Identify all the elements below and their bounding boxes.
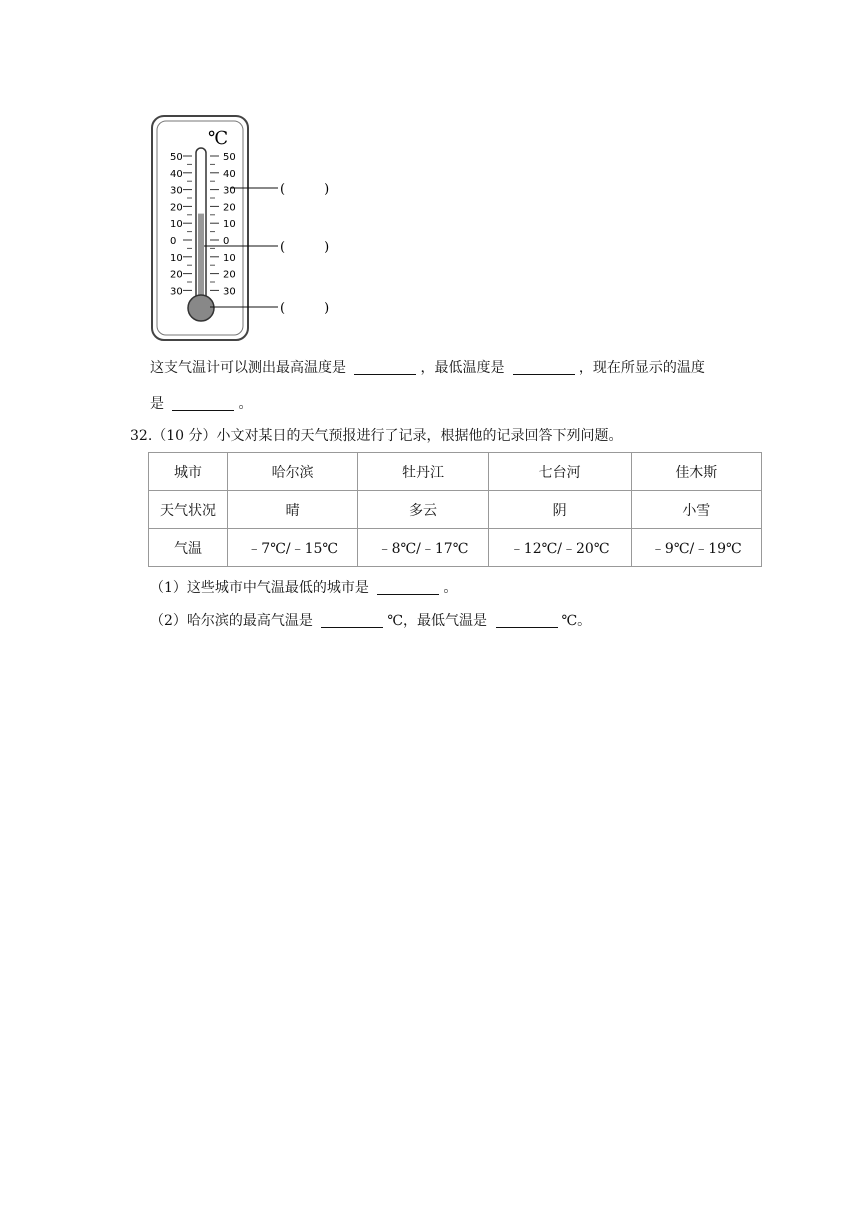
scale-label: 40 bbox=[170, 168, 183, 180]
scale-label: 20 bbox=[223, 269, 236, 281]
scale-label: 50 bbox=[170, 152, 183, 163]
table-cell: 天气状况 bbox=[149, 491, 228, 529]
table-cell: 牡丹江 bbox=[358, 453, 488, 491]
answer-blank-harbin-low[interactable] bbox=[496, 613, 558, 628]
q32-sub2-end: ℃。 bbox=[561, 613, 592, 629]
table-cell: 七台河 bbox=[488, 453, 631, 491]
scale-label: 0 bbox=[170, 236, 177, 247]
q32-title: 32.（10 分）小文对某日的天气预报进行了记录，根据他的记录回答下列问题。 bbox=[130, 428, 623, 444]
table-cell: 多云 bbox=[358, 491, 488, 529]
q31-end: 。 bbox=[238, 396, 253, 412]
answer-blank-harbin-high[interactable] bbox=[321, 613, 383, 628]
table-cell: ﹣12℃/﹣20℃ bbox=[488, 529, 631, 567]
scale-label: 30 bbox=[223, 185, 236, 197]
scale-label: 30 bbox=[223, 286, 236, 298]
scale-label: 10 bbox=[223, 252, 236, 264]
scale-label: 20 bbox=[170, 202, 183, 214]
unit-label: ℃ bbox=[208, 128, 229, 149]
table-header-row bbox=[149, 453, 762, 491]
q31-line-2 bbox=[150, 394, 252, 414]
weather-table bbox=[148, 452, 762, 567]
scale-label: 0 bbox=[223, 236, 230, 247]
table-cell: ﹣7℃/﹣15℃ bbox=[228, 529, 358, 567]
scale-label: 30 bbox=[170, 286, 183, 298]
answer-blank-max[interactable] bbox=[354, 360, 416, 375]
answer-blank-coldest-city[interactable] bbox=[377, 580, 439, 595]
q31-text-d: 是 bbox=[150, 396, 164, 412]
table-row bbox=[149, 529, 762, 567]
thermometer-figure bbox=[148, 112, 363, 344]
mercury-column bbox=[198, 214, 204, 306]
q32-sub2-mid: ℃，最低气温是 bbox=[387, 613, 488, 629]
scale-label: 10 bbox=[170, 219, 183, 231]
callout-blank-3: ( ) bbox=[280, 301, 330, 316]
q31-text-a: 这支气温计可以测出最高温度是 bbox=[150, 360, 346, 376]
table-cell: ﹣9℃/﹣19℃ bbox=[631, 529, 761, 567]
q31-text-b: ，最低温度是 bbox=[420, 360, 505, 376]
q31-line-1 bbox=[150, 358, 705, 378]
q32-sub2 bbox=[150, 611, 591, 631]
table-cell: ﹣8℃/﹣17℃ bbox=[358, 529, 488, 567]
table-cell: 气温 bbox=[149, 529, 228, 567]
table-cell: 哈尔滨 bbox=[228, 453, 358, 491]
scale-label: 50 bbox=[223, 152, 236, 163]
scale-label: 30 bbox=[170, 185, 183, 197]
table-cell: 佳木斯 bbox=[631, 453, 761, 491]
q32-sub2-text: （2）哈尔滨的最高气温是 bbox=[150, 613, 313, 629]
scale-label: 20 bbox=[223, 202, 236, 214]
q32-sub1-text: （1）这些城市中气温最低的城市是 bbox=[150, 580, 369, 596]
table-cell: 阴 bbox=[488, 491, 631, 529]
table-cell: 晴 bbox=[228, 491, 358, 529]
table-cell: 小雪 bbox=[631, 491, 761, 529]
thermometer-bulb bbox=[188, 295, 214, 321]
table-row bbox=[149, 491, 762, 529]
scale-label: 10 bbox=[170, 252, 183, 264]
scale-label: 10 bbox=[223, 219, 236, 231]
scale-label: 20 bbox=[170, 269, 183, 281]
callout-blank-2: ( ) bbox=[280, 240, 330, 255]
answer-blank-min[interactable] bbox=[513, 360, 575, 375]
callout-blank-1: ( ) bbox=[280, 182, 330, 197]
q31-text-c: ，现在所显示的温度 bbox=[578, 360, 705, 376]
table-cell: 城市 bbox=[149, 453, 228, 491]
q32-sub1 bbox=[150, 578, 457, 598]
answer-blank-current[interactable] bbox=[172, 396, 234, 411]
q32-sub1-end: 。 bbox=[443, 580, 458, 596]
scale-label: 40 bbox=[223, 168, 236, 180]
